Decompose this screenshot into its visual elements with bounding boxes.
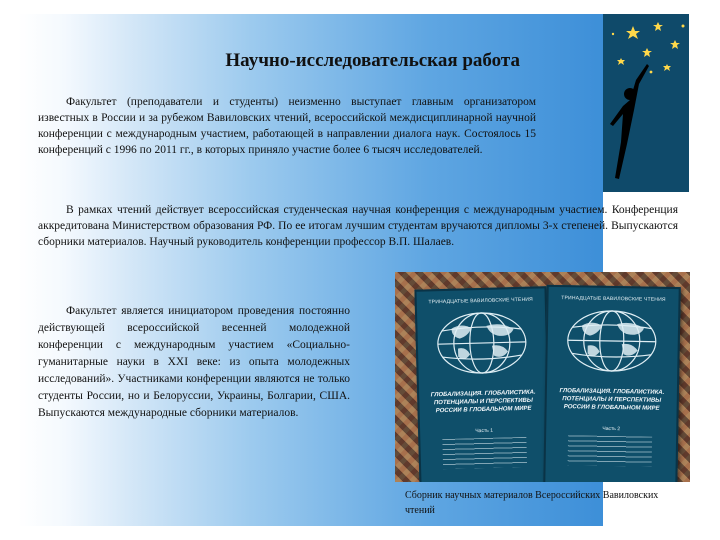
books-photo xyxy=(395,272,690,482)
paragraph-youth-conference: Факультет является инициатором проведения постоянно действующей всероссийской весенней молодежной конференции с международным участием «Социально-гуманитарные науки в XXI веке: из опыта молодежных исследований». Участниками конференции являются не только студенты России, но и Белоруссии, Украины, Болгарии, США. Выпускаются международные сборники материалов. xyxy=(38,305,350,419)
book-cover-part-2 xyxy=(543,285,680,482)
book-title: ГЛОБАЛИЗАЦИЯ. ГЛОБАЛИСТИКА. ПОТЕНЦИАЛЫ И ПЕРСПЕКТИВЫ РОССИИ В ГЛОБАЛЬНОМ МИРЕ xyxy=(559,388,665,412)
paragraph-vavilov-readings: Факультет (преподаватели и студенты) неизменно выступает главным организатором известных в России и за рубежом Вавиловских чтений, всероссийской междисциплинарной научной конференции с международным участием, работающей в направлении диалога наук. Состоялось 15 конференций с 1996 по 2011 гг., в которых приняло участие более 6 тысяч исследователей. xyxy=(38,96,536,156)
page-title: Научно-исследовательская работа xyxy=(225,50,520,71)
globe-icon xyxy=(561,305,662,377)
globe-icon xyxy=(431,307,533,380)
book-small-text xyxy=(568,435,653,466)
book-cover-part-1 xyxy=(414,286,551,482)
person-reaching-for-stars-icon xyxy=(603,14,689,192)
paragraph-student-conference: В рамках чтений действует всероссийская студенческая научная конференция с международным участием. Конференция аккредитована Министерством образования РФ. По ее итогам лучшим студентам вручаются дипломы 3-х степеней. Выпускаются сборники материалов. Научный руководитель конференции профессор В.П. Шалаев. xyxy=(38,204,678,248)
book-header: ТРИНАДЦАТЫЕ ВАВИЛОВСКИЕ ЧТЕНИЯ xyxy=(561,295,666,303)
book-title: ГЛОБАЛИЗАЦИЯ. ГЛОБАЛИСТИКА. ПОТЕНЦИАЛЫ И ПЕРСПЕКТИВЫ РОССИИ В ГЛОБАЛЬНОМ МИРЕ xyxy=(430,389,536,415)
book-part-label: Часть 2 xyxy=(602,425,621,433)
book-part-label: Часть 1 xyxy=(475,427,494,435)
photo-caption: Сборник научных материалов Всероссийских Вавиловских чтений xyxy=(405,490,659,516)
book-small-text xyxy=(442,437,527,469)
book-header: ТРИНАДЦАТЫЕ ВАВИЛОВСКИЕ ЧТЕНИЯ xyxy=(428,296,534,306)
